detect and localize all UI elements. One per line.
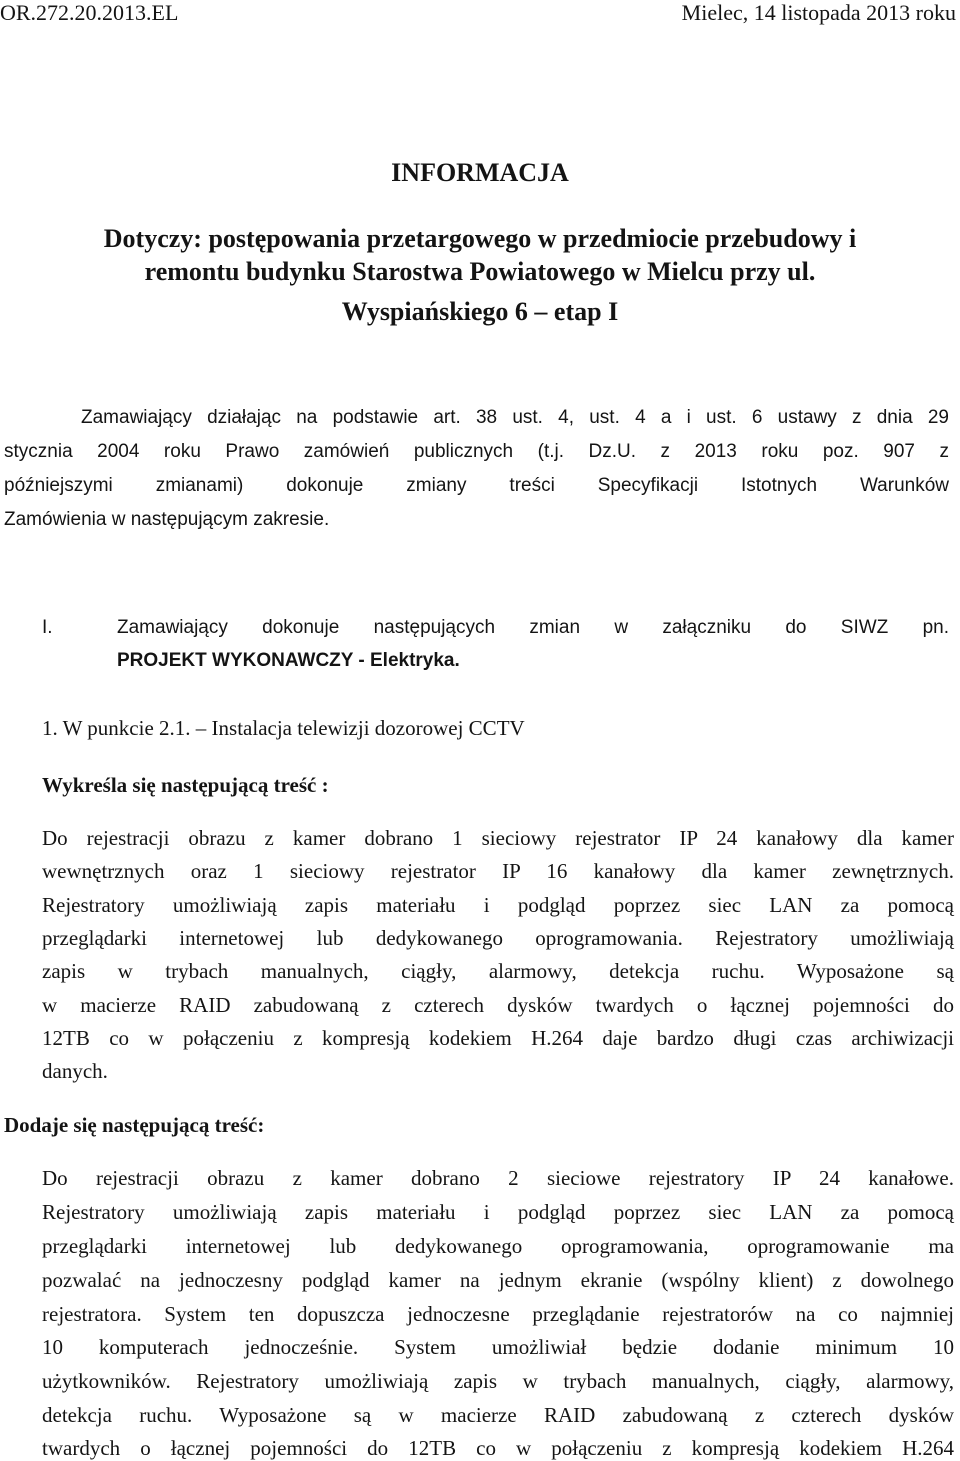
place-and-date: Mielec, 14 listopada 2013 roku — [681, 0, 956, 25]
removed-line: przeglądarki internetowej lub dedykowanego oprogramowania. Rejestratory umożliwiają — [42, 926, 954, 950]
removed-line: wewnętrznych oraz 1 sieciowy rejestrator IP 16 kanałowy dla kamer zewnętrznych. — [42, 859, 954, 883]
added-line: przeglądarki internetowej lub dedykowanego oprogramowania, oprogramowanie ma — [42, 1234, 954, 1258]
document-title: INFORMACJA — [391, 158, 569, 187]
added-line: użytkowników. Rejestratory umożliwiają zapis w trybach manualnych, ciągły, alarmowy, — [42, 1369, 954, 1393]
intro-line: stycznia 2004 roku Prawo zamówień publicznych (t.j. Dz.U. z 2013 roku poz. 907 z — [4, 441, 949, 462]
removed-line: Do rejestracji obrazu z kamer dobrano 1 sieciowy rejestrator IP 24 kanałowy dla kamer — [42, 826, 954, 850]
subject-line: remontu budynku Starostwa Powiatowego w Mielcu przy ul. — [144, 257, 816, 286]
added-line: Rejestratory umożliwiają zapis materiału i podgląd poprzez siec LAN za pomocą — [42, 1200, 954, 1224]
section-text: Zamawiający dokonuje następujących zmian w załączniku do SIWZ pn. — [117, 617, 949, 638]
removed-line: w macierze RAID zabudowaną z czterech dysków twardych o łącznej pojemności do — [42, 993, 954, 1017]
point-heading: 1. W punkcie 2.1. – Instalacja telewizji dozorowej CCTV — [42, 716, 525, 740]
subject-line: Wyspiańskiego 6 – etap I — [341, 297, 619, 326]
document-reference: OR.272.20.2013.EL — [0, 0, 179, 25]
intro-line: Zamawiający działając na podstawie art. 38 ust. 4, ust. 4 a i ust. 6 ustawy z dnia 29 — [81, 407, 949, 428]
intro-line: późniejszymi zmianami) dokonuje zmiany treści Specyfikacji Istotnych Warunków — [4, 475, 949, 496]
removed-heading: Wykreśla się następującą treść : — [42, 773, 329, 797]
added-line: 10 komputerach jednocześnie. System umożliwiał będzie dodanie minimum 10 — [42, 1335, 954, 1359]
added-line: rejestratora. System ten dopuszcza jednoczesne przeglądanie rejestratorów na co najmniej — [42, 1302, 954, 1326]
added-line: pozwalać na jednoczesny podgląd kamer na jednym ekranie (wspólny klient) z dowolnego — [42, 1268, 954, 1292]
added-line: twardych o łącznej pojemności do 12TB co w połączeniu z kompresją kodekiem H.264 — [42, 1436, 954, 1460]
added-line: Do rejestracji obrazu z kamer dobrano 2 sieciowe rejestratory IP 24 kanałowe. — [42, 1166, 954, 1190]
section-project-name: PROJEKT WYKONAWCZY - Elektryka. — [117, 650, 460, 671]
removed-line: zapis w trybach manualnych, ciągły, alarmowy, detekcja ruchu. Wyposażone są — [42, 959, 954, 983]
removed-line: danych. — [42, 1059, 108, 1083]
subject-line: Dotyczy: postępowania przetargowego w przedmiocie przebudowy i — [103, 224, 857, 253]
removed-line: 12TB co w połączeniu z kompresją kodekiem H.264 daje bardzo długi czas archiwizacji — [42, 1026, 954, 1050]
removed-line: Rejestratory umożliwiają zapis materiału i podgląd poprzez siec LAN za pomocą — [42, 893, 954, 917]
added-line: detekcja ruchu. Wyposażone są w macierze RAID zabudowaną z czterech dysków — [42, 1403, 954, 1427]
section-number: I. — [42, 617, 53, 638]
intro-line: Zamówienia w następującym zakresie. — [4, 509, 330, 530]
added-heading: Dodaje się następującą treść: — [4, 1113, 265, 1137]
